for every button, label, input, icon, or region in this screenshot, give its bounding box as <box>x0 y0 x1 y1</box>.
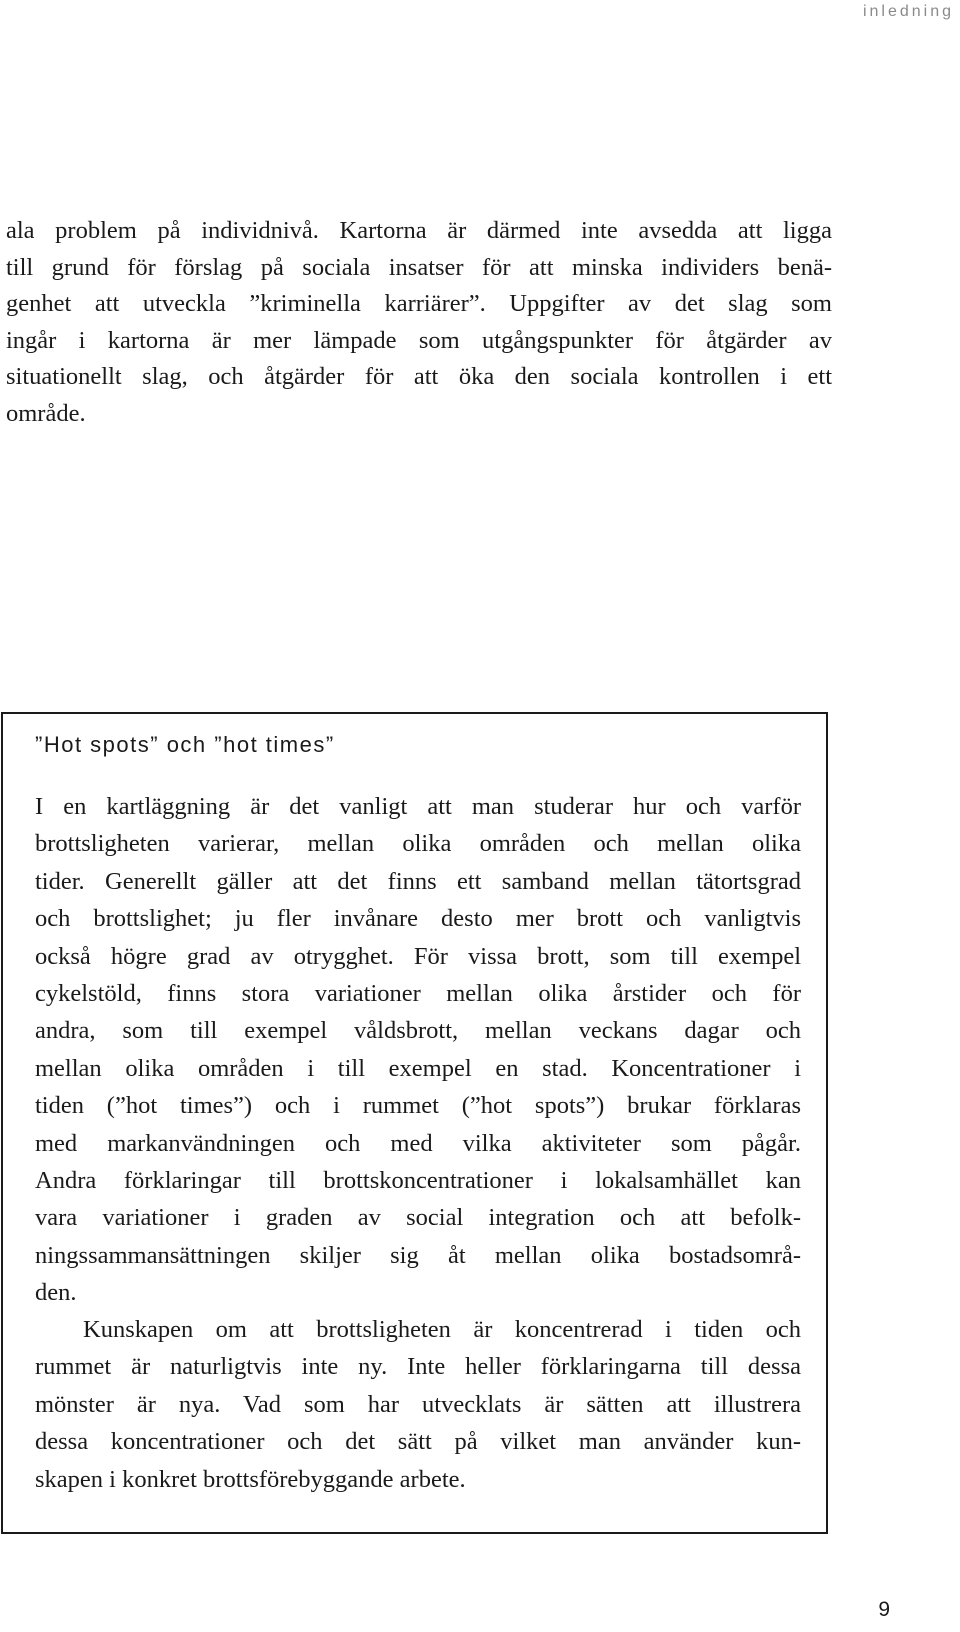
text-line: dessa koncentrationer och det sätt på vilket man använder kun- <box>35 1428 801 1456</box>
text-line: andra, som till exempel våldsbrott, mellan veckans dagar och <box>35 1017 801 1045</box>
text-line: ala problem på individnivå. Kartorna är därmed inte avsedda att ligga <box>6 217 832 244</box>
running-head: inledning <box>862 3 954 20</box>
text-line: tiden (”hot times”) och i rummet (”hot spots”) brukar förklaras <box>35 1092 801 1120</box>
text-line: mellan olika områden i till exempel en stad. Koncentrationer i <box>35 1054 801 1082</box>
text-line: ningssammansättningen skiljer sig åt mellan olika bostadsområ- <box>35 1241 801 1269</box>
text-line: tider. Generellt gäller att det finns ett samband mellan tätortsgrad <box>35 867 801 895</box>
text-line: mönster är nya. Vad som har utvecklats är sätten att illustrera <box>35 1390 801 1418</box>
text-line: och brottslighet; ju fler invånare desto mer brott och vanligtvis <box>35 905 801 933</box>
text-line: till grund för förslag på sociala insatser för att minska individers benä- <box>6 253 832 281</box>
body-paragraph <box>6 213 832 433</box>
fact-box <box>1 712 828 1534</box>
box-title: ”Hot spots” och ”hot times” <box>35 732 335 757</box>
text-line: Andra förklaringar till brottskoncentrationer i lokalsamhället kan <box>35 1167 801 1195</box>
box-paragraph-2 <box>35 1311 801 1498</box>
text-line: cykelstöld, finns stora variationer mellan olika årstider och för <box>35 980 801 1008</box>
text-line: också högre grad av otrygghet. För vissa brott, som till exempel <box>35 942 801 970</box>
text-line: vara variationer i graden av social integration och att befolk- <box>35 1204 801 1232</box>
text-line: ingår i kartorna är mer lämpade som utgångspunkter för åtgärder av <box>6 326 832 354</box>
page-number: 9 <box>878 1598 890 1621</box>
text-line: med markanvändningen och med vilka aktiviteter som pågår. <box>35 1129 801 1157</box>
text-line: situationellt slag, och åtgärder för att öka den sociala kontrollen i ett <box>6 363 832 391</box>
text-line: brottsligheten varierar, mellan olika områden och mellan olika <box>35 830 801 858</box>
text-line: Kunskapen om att brottsligheten är koncentrerad i tiden och <box>83 1316 801 1343</box>
box-paragraph-1 <box>35 788 801 1312</box>
text-line: den. <box>35 1279 77 1307</box>
text-line: område. <box>6 399 86 427</box>
text-line: skapen i konkret brottsförebyggande arbete. <box>35 1465 466 1493</box>
text-line: rummet är naturligtvis inte ny. Inte heller förklaringarna till dessa <box>35 1353 801 1381</box>
text-line: genhet att utveckla ”kriminella karriärer”. Uppgifter av det slag som <box>6 290 832 318</box>
text-line: I en kartläggning är det vanligt att man studerar hur och varför <box>35 793 801 820</box>
